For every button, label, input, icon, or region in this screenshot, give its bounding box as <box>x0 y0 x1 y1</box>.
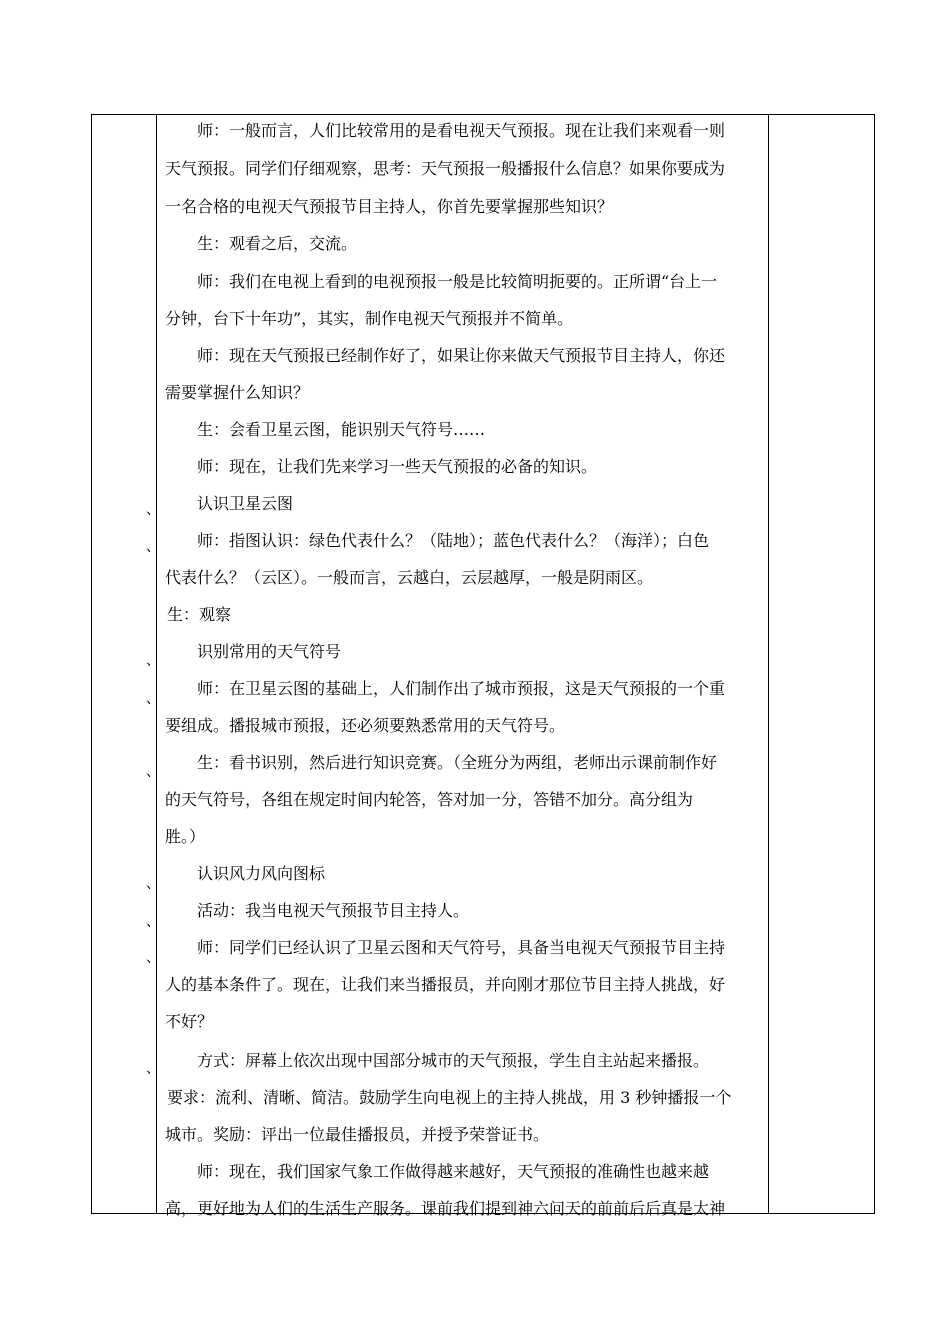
text-line: 要组成。播报城市预报，还必须要熟悉常用的天气符号。 <box>165 716 566 735</box>
text-line: 胜。） <box>165 827 206 846</box>
text-line: 师：现在，让我们先来学习一些天气预报的必备的知识。 <box>165 457 598 476</box>
text-line: 天气预报。同学们仔细观察，思考：天气预报一般播报什么信息？如果你要成为 <box>165 159 726 178</box>
text-line: 不好？ <box>165 1012 214 1031</box>
margin-mark: 、 <box>146 691 160 707</box>
text-line: 师：一般而言，人们比较常用的是看电视天气预报。现在让我们来观看一则 <box>165 121 726 140</box>
text-line: 的天气符号，各组在规定时间内轮答，答对加一分，答错不加分。高分组为 <box>165 790 694 809</box>
margin-mark: 、 <box>146 502 160 518</box>
text-line: 生：观察 <box>167 605 232 624</box>
text-line: 认识风力风向图标 <box>165 864 326 883</box>
margin-mark: 、 <box>146 653 160 669</box>
text-line: 高，更好地为人们的生活生产服务。课前我们提到神六问天的前前后后真是太神 <box>165 1199 726 1218</box>
text-line: 生：看书识别，然后进行知识竞赛。（全班分为两组，老师出示课前制作好 <box>165 753 718 772</box>
margin-mark: 、 <box>146 950 160 966</box>
margin-mark: 、 <box>146 876 160 892</box>
text-line: 生：会看卫星云图，能识别天气符号…… <box>165 420 486 439</box>
text-line: 认识卫星云图 <box>165 494 294 513</box>
text-line: 师：现在，我们国家气象工作做得越来越好，天气预报的准确性也越来越 <box>165 1162 710 1181</box>
text-line: 方式：屏幕上依次出现中国部分城市的天气预报，学生自主站起来播报。 <box>165 1051 710 1070</box>
text-line: 要求：流利、清晰、简洁。鼓励学生向电视上的主持人挑战，用 3 秒钟播报一个 <box>167 1088 732 1107</box>
margin-mark: 、 <box>146 1061 160 1077</box>
column-divider-right <box>768 115 769 1213</box>
margin-mark: 、 <box>146 764 160 780</box>
text-line: 识别常用的天气符号 <box>165 642 342 661</box>
text-line: 师：我们在电视上看到的电视预报一般是比较简明扼要的。正所谓“台上一 <box>165 272 718 291</box>
text-line: 生：观看之后，交流。 <box>165 234 358 253</box>
text-line: 师：现在天气预报已经制作好了，如果让你来做天气预报节目主持人，你还 <box>165 346 726 365</box>
text-line: 师：在卫星云图的基础上，人们制作出了城市预报，这是天气预报的一个重 <box>165 679 726 698</box>
margin-mark: 、 <box>146 914 160 930</box>
margin-mark: 、 <box>146 539 160 555</box>
text-line: 城市。奖励：评出一位最佳播报员，并授予荣誉证书。 <box>165 1125 550 1144</box>
text-line: 师：同学们已经认识了卫星云图和天气符号，具备当电视天气预报节目主持 <box>165 938 726 957</box>
text-line: 代表什么？（云区）。一般而言，云越白，云层越厚，一般是阴雨区。 <box>165 568 654 587</box>
text-line: 人的基本条件了。现在，让我们来当播报员，并向刚才那位节目主持人挑战，好 <box>165 975 726 994</box>
text-line: 一名合格的电视天气预报节目主持人，你首先要掌握那些知识？ <box>165 197 614 216</box>
text-line: 需要掌握什么知识？ <box>165 383 310 402</box>
text-line: 师：指图认识：绿色代表什么？（陆地）；蓝色代表什么？（海洋）；白色 <box>165 531 710 550</box>
text-line: 分钟，台下十年功”，其实，制作电视天气预报并不简单。 <box>165 309 574 328</box>
text-line: 活动：我当电视天气预报节目主持人。 <box>165 901 470 920</box>
